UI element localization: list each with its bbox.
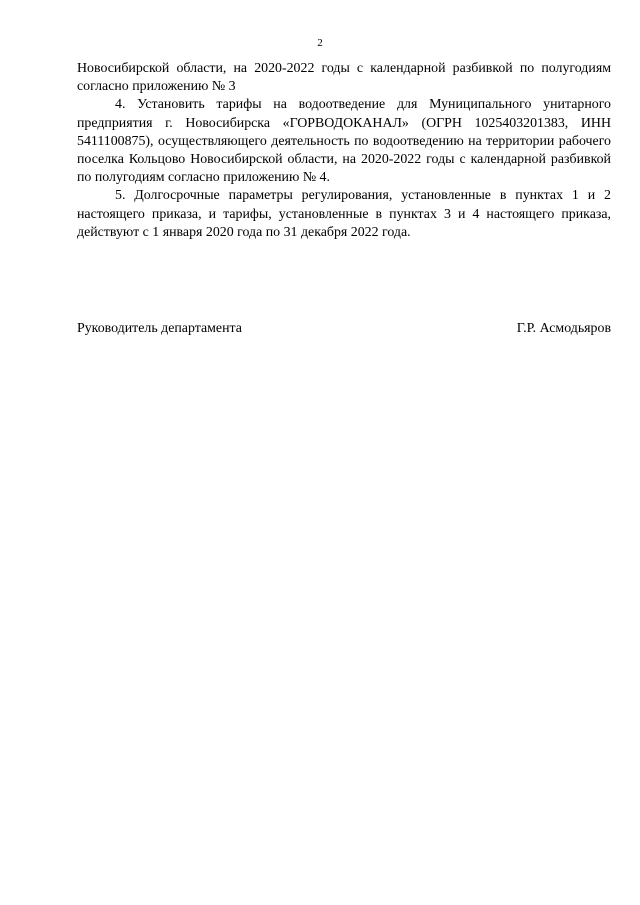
page-number: 2	[317, 37, 323, 49]
paragraph-item-5: 5. Долгосрочные параметры регулирования, установленные в пунктах 1 и 2 настоящего приказа, и тарифы, установленные в пунктах 3 и 4 настоящего приказа, действуют с 1 января 2020 года по 31 декабря 2022 года.	[77, 188, 611, 240]
signatory-name: Г.Р. Асмодьяров	[516, 321, 611, 336]
signature-block	[77, 320, 611, 340]
paragraph-item-4: 4. Установить тарифы на водоотведение для Муниципального унитарного предприятия г. Новосибирска «ГОРВОДОКАНАЛ» (ОГРН 1025403201383, ИНН 5411100875), осуществляющего деятельность по водоотведению на территории рабочего поселка Кольцово Новосибирской области, на 2020-2022 годы с календарной разбивкой по полугодиям согласно приложению № 4.	[77, 97, 611, 186]
paragraph-continuation: Новосибирской области, на 2020-2022 годы с календарной разбивкой по полугодиям согласно приложению № 3	[77, 61, 611, 95]
document-body	[77, 60, 611, 242]
signatory-title: Руководитель департамента	[77, 321, 242, 336]
